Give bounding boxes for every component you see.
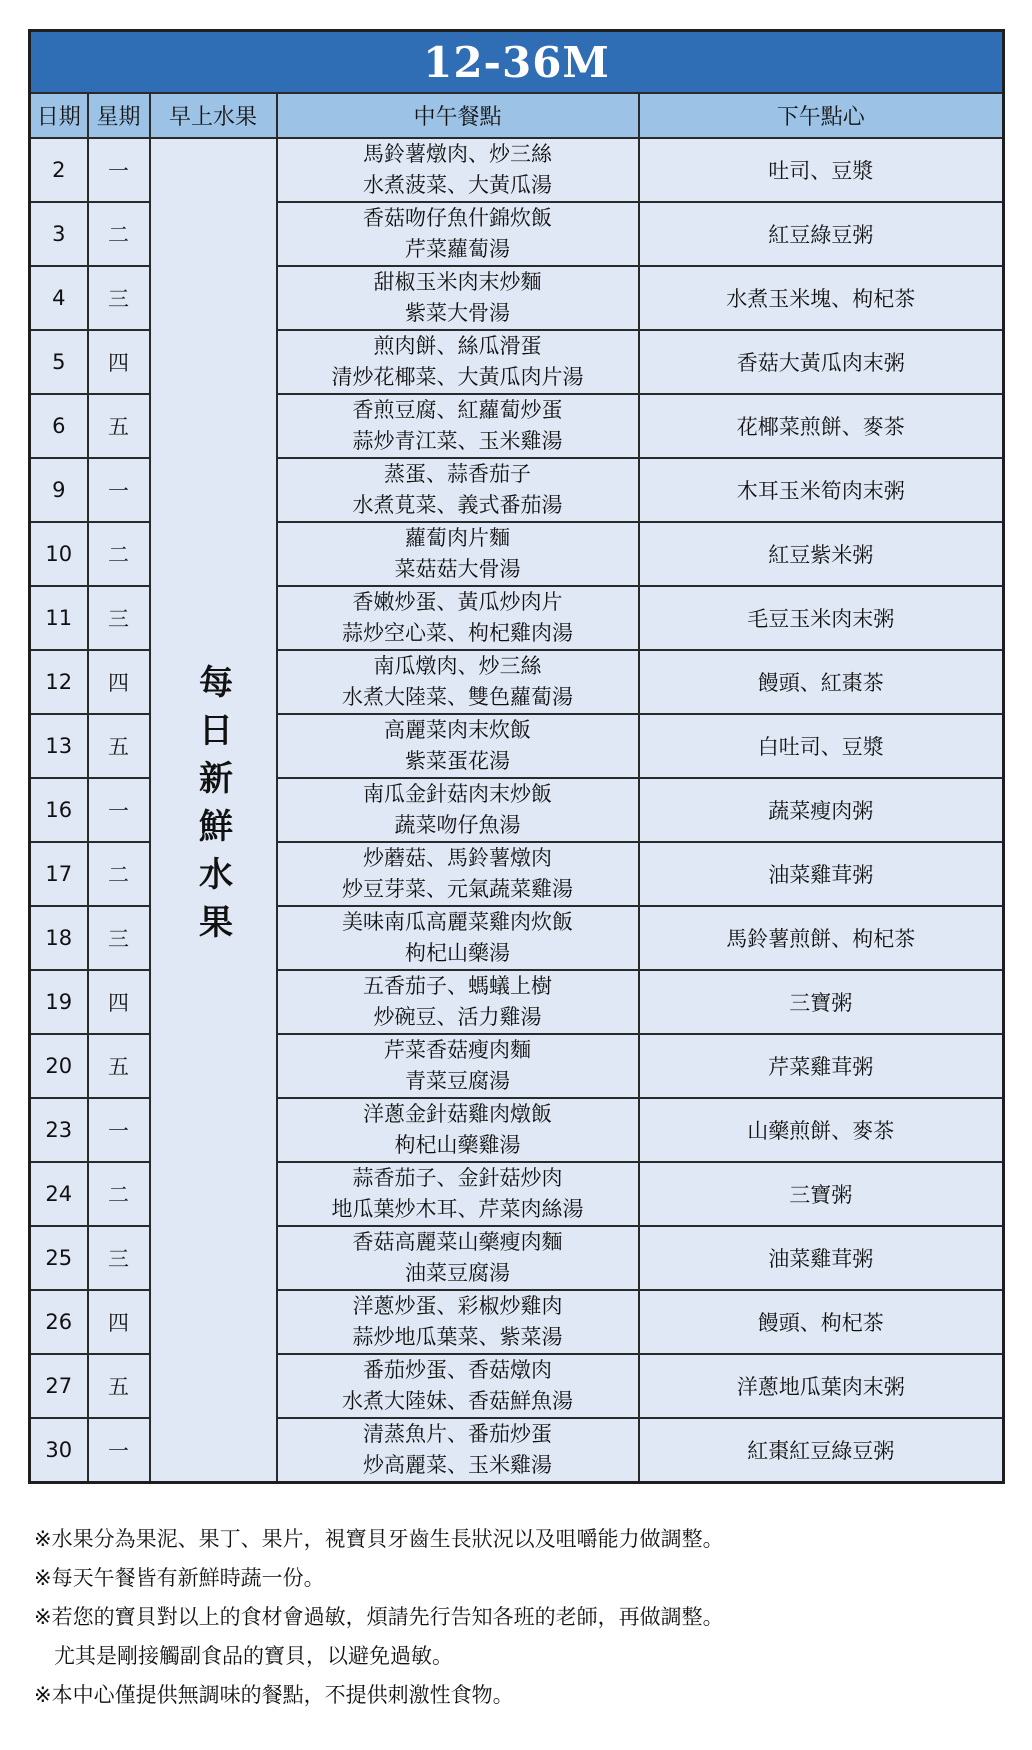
snack-cell: 饅頭、枸杞茶 [639, 1290, 1004, 1354]
lunch-line-1: 高麗菜肉末炊飯 [384, 718, 531, 742]
header-weekday: 星期 [88, 93, 150, 138]
weekday-cell: 四 [88, 330, 150, 394]
weekday-cell: 五 [88, 1034, 150, 1098]
weekday-cell: 一 [88, 1418, 150, 1483]
lunch-line-1: 炒蘑菇、馬鈴薯燉肉 [363, 846, 552, 870]
lunch-line-1: 香菇高麗菜山藥瘦肉麵 [352, 1230, 563, 1254]
snack-cell: 木耳玉米筍肉末粥 [639, 458, 1004, 522]
snack-cell: 水煮玉米塊、枸杞茶 [639, 266, 1004, 330]
lunch-line-2: 炒豆芽菜、元氣蔬菜雞湯 [342, 877, 573, 901]
header-lunch: 中午餐點 [277, 93, 639, 138]
weekday-cell: 三 [88, 906, 150, 970]
date-cell: 9 [30, 458, 88, 522]
lunch-cell [277, 1226, 639, 1290]
snack-cell: 油菜雞茸粥 [639, 1226, 1004, 1290]
lunch-line-1: 香煎豆腐、紅蘿蔔炒蛋 [352, 398, 563, 422]
date-cell: 24 [30, 1162, 88, 1226]
snack-cell: 油菜雞茸粥 [639, 842, 1004, 906]
date-cell: 2 [30, 138, 88, 202]
lunch-cell [277, 1098, 639, 1162]
lunch-line-1: 南瓜燉肉、炒三絲 [373, 654, 542, 678]
weekday-cell: 三 [88, 586, 150, 650]
snack-cell: 香菇大黃瓜肉末粥 [639, 330, 1004, 394]
menu-title: 12-36M [30, 31, 1004, 94]
date-cell: 25 [30, 1226, 88, 1290]
lunch-cell [277, 138, 639, 202]
lunch-cell [277, 522, 639, 586]
weekday-cell: 二 [88, 842, 150, 906]
lunch-line-1: 五香茄子、螞蟻上樹 [363, 974, 552, 998]
lunch-cell [277, 970, 639, 1034]
date-cell: 19 [30, 970, 88, 1034]
notes-section [34, 1520, 994, 1715]
lunch-line-2: 清炒花椰菜、大黃瓜肉片湯 [331, 365, 584, 389]
lunch-cell [277, 1418, 639, 1483]
snack-cell: 饅頭、紅棗茶 [639, 650, 1004, 714]
lunch-line-1: 美味南瓜高麗菜雞肉炊飯 [342, 910, 573, 934]
lunch-line-1: 清蒸魚片、番茄炒蛋 [363, 1422, 552, 1446]
menu-body [30, 138, 1004, 1483]
snack-cell: 花椰菜煎餅、麥茶 [639, 394, 1004, 458]
lunch-line-1: 蒜香茄子、金針菇炒肉 [352, 1166, 563, 1190]
weekday-cell: 三 [88, 1226, 150, 1290]
header-row [30, 93, 1004, 138]
lunch-line-1: 南瓜金針菇肉末炒飯 [363, 782, 552, 806]
note-no-seasoning: ※本中心僅提供無調味的餐點，不提供刺激性食物。 [34, 1683, 514, 1707]
lunch-line-1: 洋蔥炒蛋、彩椒炒雞肉 [352, 1294, 563, 1318]
morning-fruit-cell [150, 138, 277, 1483]
date-cell: 23 [30, 1098, 88, 1162]
lunch-line-1: 香菇吻仔魚什錦炊飯 [363, 206, 552, 230]
lunch-line-1: 蘿蔔肉片麵 [405, 526, 510, 550]
header-date: 日期 [30, 93, 88, 138]
lunch-cell [277, 1034, 639, 1098]
snack-cell: 蔬菜瘦肉粥 [639, 778, 1004, 842]
lunch-line-1: 蒸蛋、蒜香茄子 [384, 462, 531, 486]
snack-cell: 山藥煎餅、麥茶 [639, 1098, 1004, 1162]
lunch-line-2: 枸杞山藥湯 [405, 941, 510, 965]
snack-cell: 三寶粥 [639, 970, 1004, 1034]
lunch-cell [277, 906, 639, 970]
date-cell: 13 [30, 714, 88, 778]
weekday-cell: 四 [88, 970, 150, 1034]
weekday-cell: 四 [88, 1290, 150, 1354]
lunch-line-2: 蒜炒空心菜、枸杞雞肉湯 [342, 621, 573, 645]
snack-cell: 紅豆紫米粥 [639, 522, 1004, 586]
weekday-cell: 一 [88, 458, 150, 522]
lunch-line-1: 煎肉餅、絲瓜滑蛋 [373, 334, 542, 358]
snack-cell: 紅豆綠豆粥 [639, 202, 1004, 266]
weekday-cell: 三 [88, 266, 150, 330]
weekday-cell: 五 [88, 1354, 150, 1418]
weekday-cell: 二 [88, 522, 150, 586]
date-cell: 30 [30, 1418, 88, 1483]
lunch-cell [277, 778, 639, 842]
lunch-line-2: 菜菇菇大骨湯 [394, 557, 521, 581]
lunch-cell [277, 650, 639, 714]
lunch-cell [277, 1354, 639, 1418]
snack-cell: 洋蔥地瓜葉肉末粥 [639, 1354, 1004, 1418]
lunch-line-1: 香嫩炒蛋、黃瓜炒肉片 [352, 590, 563, 614]
note-fruit-form: ※水果分為果泥、果丁、果片，視寶貝牙齒生長狀況以及咀嚼能力做調整。 [34, 1527, 724, 1551]
lunch-line-2: 蔬菜吻仔魚湯 [394, 813, 521, 837]
weekday-cell: 一 [88, 1098, 150, 1162]
date-cell: 17 [30, 842, 88, 906]
lunch-cell [277, 266, 639, 330]
weekday-cell: 一 [88, 778, 150, 842]
lunch-line-2: 蒜炒地瓜葉菜、紫菜湯 [352, 1325, 563, 1349]
weekday-cell: 一 [88, 138, 150, 202]
lunch-line-1: 馬鈴薯燉肉、炒三絲 [363, 142, 552, 166]
weekday-cell: 五 [88, 394, 150, 458]
snack-cell: 白吐司、豆漿 [639, 714, 1004, 778]
lunch-line-2: 油菜豆腐湯 [405, 1261, 510, 1285]
lunch-cell [277, 394, 639, 458]
lunch-cell [277, 1162, 639, 1226]
date-cell: 10 [30, 522, 88, 586]
date-cell: 5 [30, 330, 88, 394]
lunch-cell [277, 458, 639, 522]
date-cell: 16 [30, 778, 88, 842]
note-allergy: ※若您的寶貝對以上的食材會過敏，煩請先行告知各班的老師，再做調整。 [34, 1605, 724, 1629]
snack-cell: 三寶粥 [639, 1162, 1004, 1226]
lunch-line-1: 甜椒玉米肉末炒麵 [373, 270, 542, 294]
table-row [30, 138, 1004, 202]
lunch-cell [277, 714, 639, 778]
weekday-cell: 四 [88, 650, 150, 714]
lunch-line-2: 水煮大陸菜、雙色蘿蔔湯 [342, 685, 573, 709]
lunch-line-2: 青菜豆腐湯 [405, 1069, 510, 1093]
weekday-cell: 二 [88, 202, 150, 266]
lunch-line-2: 地瓜葉炒木耳、芹菜肉絲湯 [331, 1197, 584, 1221]
lunch-line-2: 水煮菠菜、大黃瓜湯 [363, 173, 552, 197]
note-allergy-continued: 尤其是剛接觸副食品的寶貝，以避免過敏。 [54, 1644, 453, 1668]
snack-cell: 芹菜雞茸粥 [639, 1034, 1004, 1098]
snack-cell: 紅棗紅豆綠豆粥 [639, 1418, 1004, 1483]
lunch-line-2: 水煮莧菜、義式番茄湯 [352, 493, 563, 517]
weekday-cell: 二 [88, 1162, 150, 1226]
date-cell: 20 [30, 1034, 88, 1098]
morning-fruit-text: 每日新鮮水果 [192, 663, 233, 952]
date-cell: 4 [30, 266, 88, 330]
date-cell: 12 [30, 650, 88, 714]
lunch-cell [277, 1290, 639, 1354]
menu-table [28, 29, 1005, 1484]
header-morning-fruit: 早上水果 [150, 93, 277, 138]
lunch-line-2: 芹菜蘿蔔湯 [405, 237, 510, 261]
header-afternoon-snack: 下午點心 [639, 93, 1004, 138]
lunch-line-2: 蒜炒青江菜、玉米雞湯 [352, 429, 563, 453]
lunch-line-2: 炒高麗菜、玉米雞湯 [363, 1453, 552, 1477]
lunch-cell [277, 330, 639, 394]
date-cell: 11 [30, 586, 88, 650]
lunch-line-1: 芹菜香菇瘦肉麵 [384, 1038, 531, 1062]
lunch-line-2: 水煮大陸妹、香菇鮮魚湯 [342, 1389, 573, 1413]
date-cell: 18 [30, 906, 88, 970]
lunch-line-2: 紫菜蛋花湯 [405, 749, 510, 773]
date-cell: 27 [30, 1354, 88, 1418]
lunch-cell [277, 586, 639, 650]
note-vegetables: ※每天午餐皆有新鮮時蔬一份。 [34, 1566, 325, 1590]
date-cell: 3 [30, 202, 88, 266]
lunch-line-1: 番茄炒蛋、香菇燉肉 [363, 1358, 552, 1382]
lunch-line-2: 紫菜大骨湯 [405, 301, 510, 325]
snack-cell: 毛豆玉米肉末粥 [639, 586, 1004, 650]
weekday-cell: 五 [88, 714, 150, 778]
lunch-cell [277, 202, 639, 266]
date-cell: 26 [30, 1290, 88, 1354]
lunch-line-2: 炒碗豆、活力雞湯 [373, 1005, 542, 1029]
snack-cell: 吐司、豆漿 [639, 138, 1004, 202]
lunch-line-2: 枸杞山藥雞湯 [394, 1133, 521, 1157]
lunch-cell [277, 842, 639, 906]
date-cell: 6 [30, 394, 88, 458]
snack-cell: 馬鈴薯煎餅、枸杞茶 [639, 906, 1004, 970]
lunch-line-1: 洋蔥金針菇雞肉燉飯 [363, 1102, 552, 1126]
